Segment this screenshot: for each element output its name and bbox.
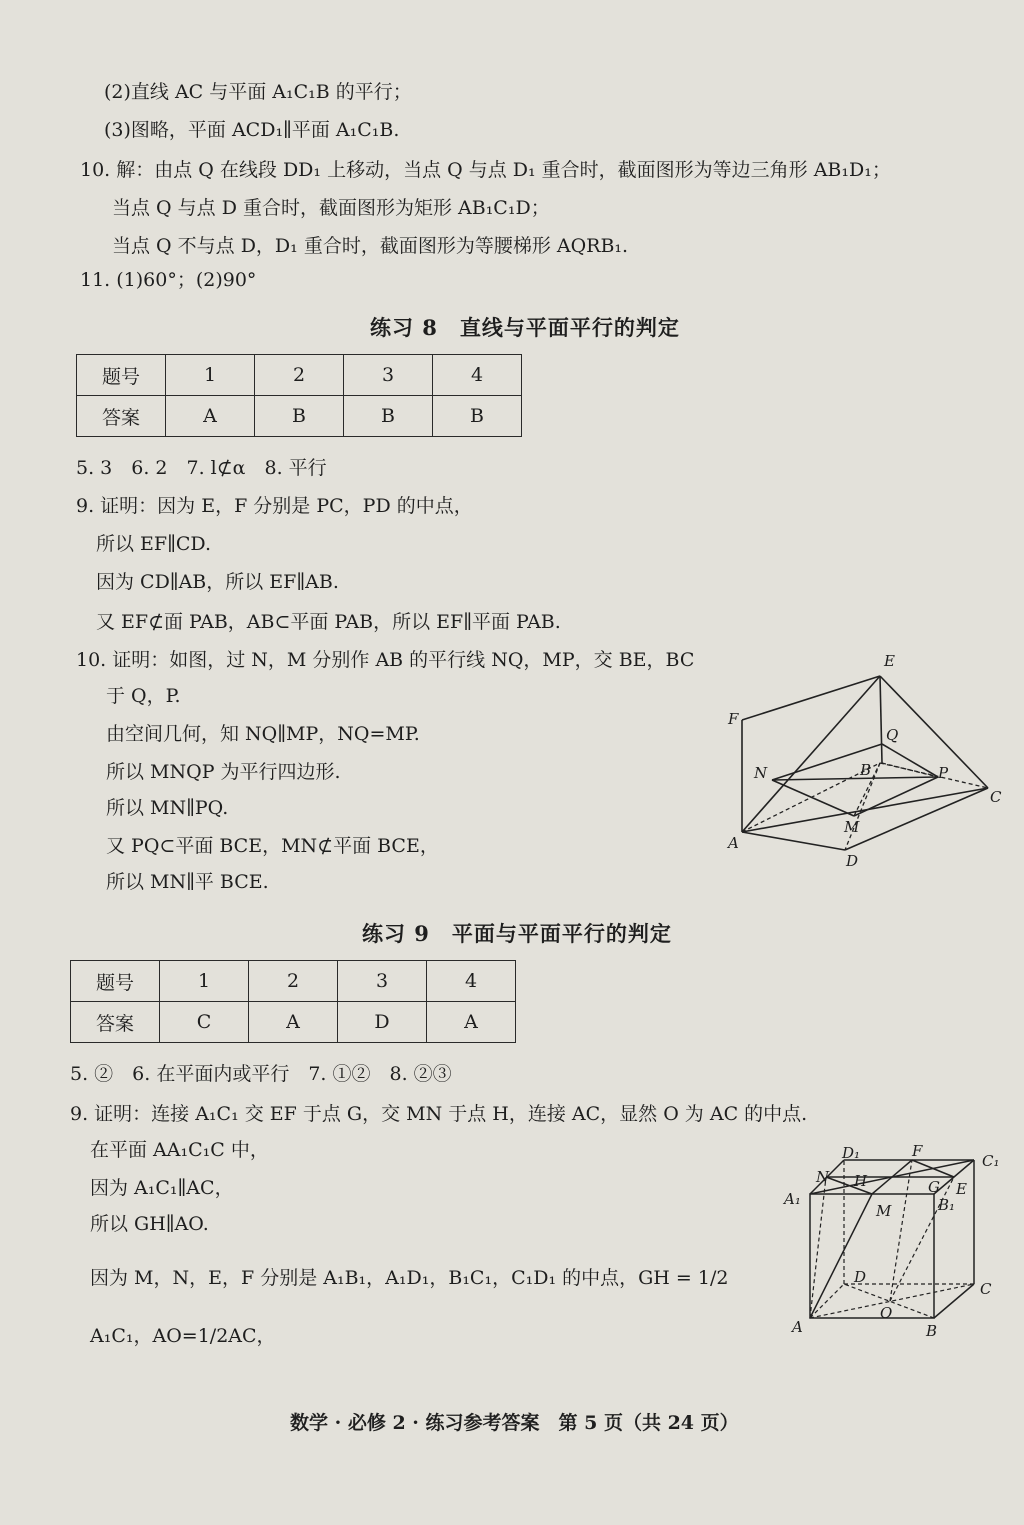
figure-label: E xyxy=(884,652,895,670)
text-line: 当点 Q 不与点 D，D₁ 重合时，截面图形为等腰梯形 AQRB₁. xyxy=(112,235,629,257)
table-cell: 4 xyxy=(433,355,522,396)
table-header-cell: 题号 xyxy=(71,961,160,1002)
text-line: 所以 MN∥PQ. xyxy=(106,797,229,819)
figure-label: D xyxy=(846,852,859,870)
text-line: 当点 Q 与点 D 重合时，截面图形为矩形 AB₁C₁D； xyxy=(112,197,550,219)
table-cell: 2 xyxy=(255,355,344,396)
text-line: 于 Q，P. xyxy=(106,685,181,707)
figure-label: E xyxy=(956,1180,967,1198)
text-line: 9. 证明：因为 E，F 分别是 PC，PD 的中点， xyxy=(76,495,473,517)
text-line: 所以 MN∥平 BCE. xyxy=(106,871,269,893)
figure-label: F xyxy=(912,1142,923,1160)
figure-label: F xyxy=(728,710,739,728)
figure-label: C₁ xyxy=(982,1152,1000,1170)
table-cell: 1 xyxy=(166,355,255,396)
table-cell: B xyxy=(255,396,344,437)
text-line: 11. (1)60°；(2)90° xyxy=(80,269,257,291)
table-cell: A xyxy=(249,1002,338,1043)
figure-label: H xyxy=(854,1172,868,1190)
page-footer: 数学 · 必修 2 · 练习参考答案 第 5 页（共 24 页） xyxy=(290,1412,739,1434)
text-line: (2)直线 AC 与平面 A₁C₁B 的平行； xyxy=(104,81,412,103)
table-cell: A xyxy=(427,1002,516,1043)
table-cell: C xyxy=(160,1002,249,1043)
figure-label: D₁ xyxy=(842,1144,861,1162)
text-line: A₁C₁，AO=1/2AC， xyxy=(90,1325,276,1347)
text-line: 由空间几何，知 NQ∥MP，NQ=MP. xyxy=(106,723,420,745)
text-line: 因为 CD∥AB，所以 EF∥AB. xyxy=(96,571,339,593)
table-cell: B xyxy=(433,396,522,437)
table-cell: 3 xyxy=(338,961,427,1002)
figure-label: G xyxy=(928,1178,940,1196)
figure-label: O xyxy=(880,1304,893,1322)
figure-label: C xyxy=(990,788,1002,806)
text-line: 因为 M，N，E，F 分别是 A₁B₁，A₁D₁，B₁C₁，C₁D₁ 的中点，GH = 1/2 xyxy=(90,1267,729,1289)
figure-label: N xyxy=(816,1168,830,1186)
text-line: 10. 解：由点 Q 在线段 DD₁ 上移动，当点 Q 与点 D₁ 重合时，截面图形为等边三角形 AB₁D₁； xyxy=(80,159,891,181)
text-line: 所以 GH∥AO. xyxy=(90,1213,209,1235)
figure-label: P xyxy=(938,764,949,782)
figure-label: Q xyxy=(886,726,899,744)
figure-label: A xyxy=(728,834,739,852)
table-header-cell: 答案 xyxy=(71,1002,160,1043)
text-line: 又 EF⊄面 PAB，AB⊂平面 PAB，所以 EF∥平面 PAB. xyxy=(96,611,561,633)
figure-label: B xyxy=(926,1322,938,1340)
text-line: 5. 3 6. 2 7. l⊄α 8. 平行 xyxy=(76,457,327,479)
answer-table xyxy=(70,960,516,1043)
figure-label: N xyxy=(754,764,768,782)
figure-label: A₁ xyxy=(784,1190,801,1208)
table-cell: D xyxy=(338,1002,427,1043)
text-line: 因为 A₁C₁∥AC， xyxy=(90,1177,234,1199)
table-cell: 1 xyxy=(160,961,249,1002)
figure-label: B₁ xyxy=(938,1196,956,1214)
table-header-cell: 答案 xyxy=(77,396,166,437)
section-title: 练习 8 直线与平面平行的判定 xyxy=(370,315,680,340)
text-line: 所以 MNQP 为平行四边形. xyxy=(106,761,341,783)
geometry-figure-prism xyxy=(720,650,1010,880)
text-line: 9. 证明：连接 A₁C₁ 交 EF 于点 G，交 MN 于点 H，连接 AC，显然 O 为 AC 的中点. xyxy=(70,1103,808,1125)
text-line: 又 PQ⊂平面 BCE，MN⊄平面 BCE， xyxy=(106,835,439,857)
answer-table xyxy=(76,354,522,437)
figure-label: B xyxy=(860,761,872,779)
text-line: 10. 证明：如图，过 N，M 分别作 AB 的平行线 NQ，MP，交 BE，BC xyxy=(76,649,695,671)
table-cell: 3 xyxy=(344,355,433,396)
text-line: (3)图略，平面 ACD₁∥平面 A₁C₁B. xyxy=(104,119,400,141)
table-cell: B xyxy=(344,396,433,437)
section-title: 练习 9 平面与平面平行的判定 xyxy=(362,921,672,946)
text-line: 在平面 AA₁C₁C 中， xyxy=(90,1139,269,1161)
text-line: 所以 EF∥CD. xyxy=(96,533,212,555)
figure-label: D xyxy=(854,1268,867,1286)
figure-label: C xyxy=(980,1280,992,1298)
figure-label: M xyxy=(844,818,860,836)
geometry-figure-cube xyxy=(782,1142,1012,1346)
text-line: 5. ② 6. 在平面内或平行 7. ①② 8. ②③ xyxy=(70,1063,452,1085)
table-cell: 2 xyxy=(249,961,338,1002)
table-cell: A xyxy=(166,396,255,437)
table-cell: 4 xyxy=(427,961,516,1002)
figure-label: A xyxy=(792,1318,803,1336)
figure-label: M xyxy=(876,1202,892,1220)
table-header-cell: 题号 xyxy=(77,355,166,396)
